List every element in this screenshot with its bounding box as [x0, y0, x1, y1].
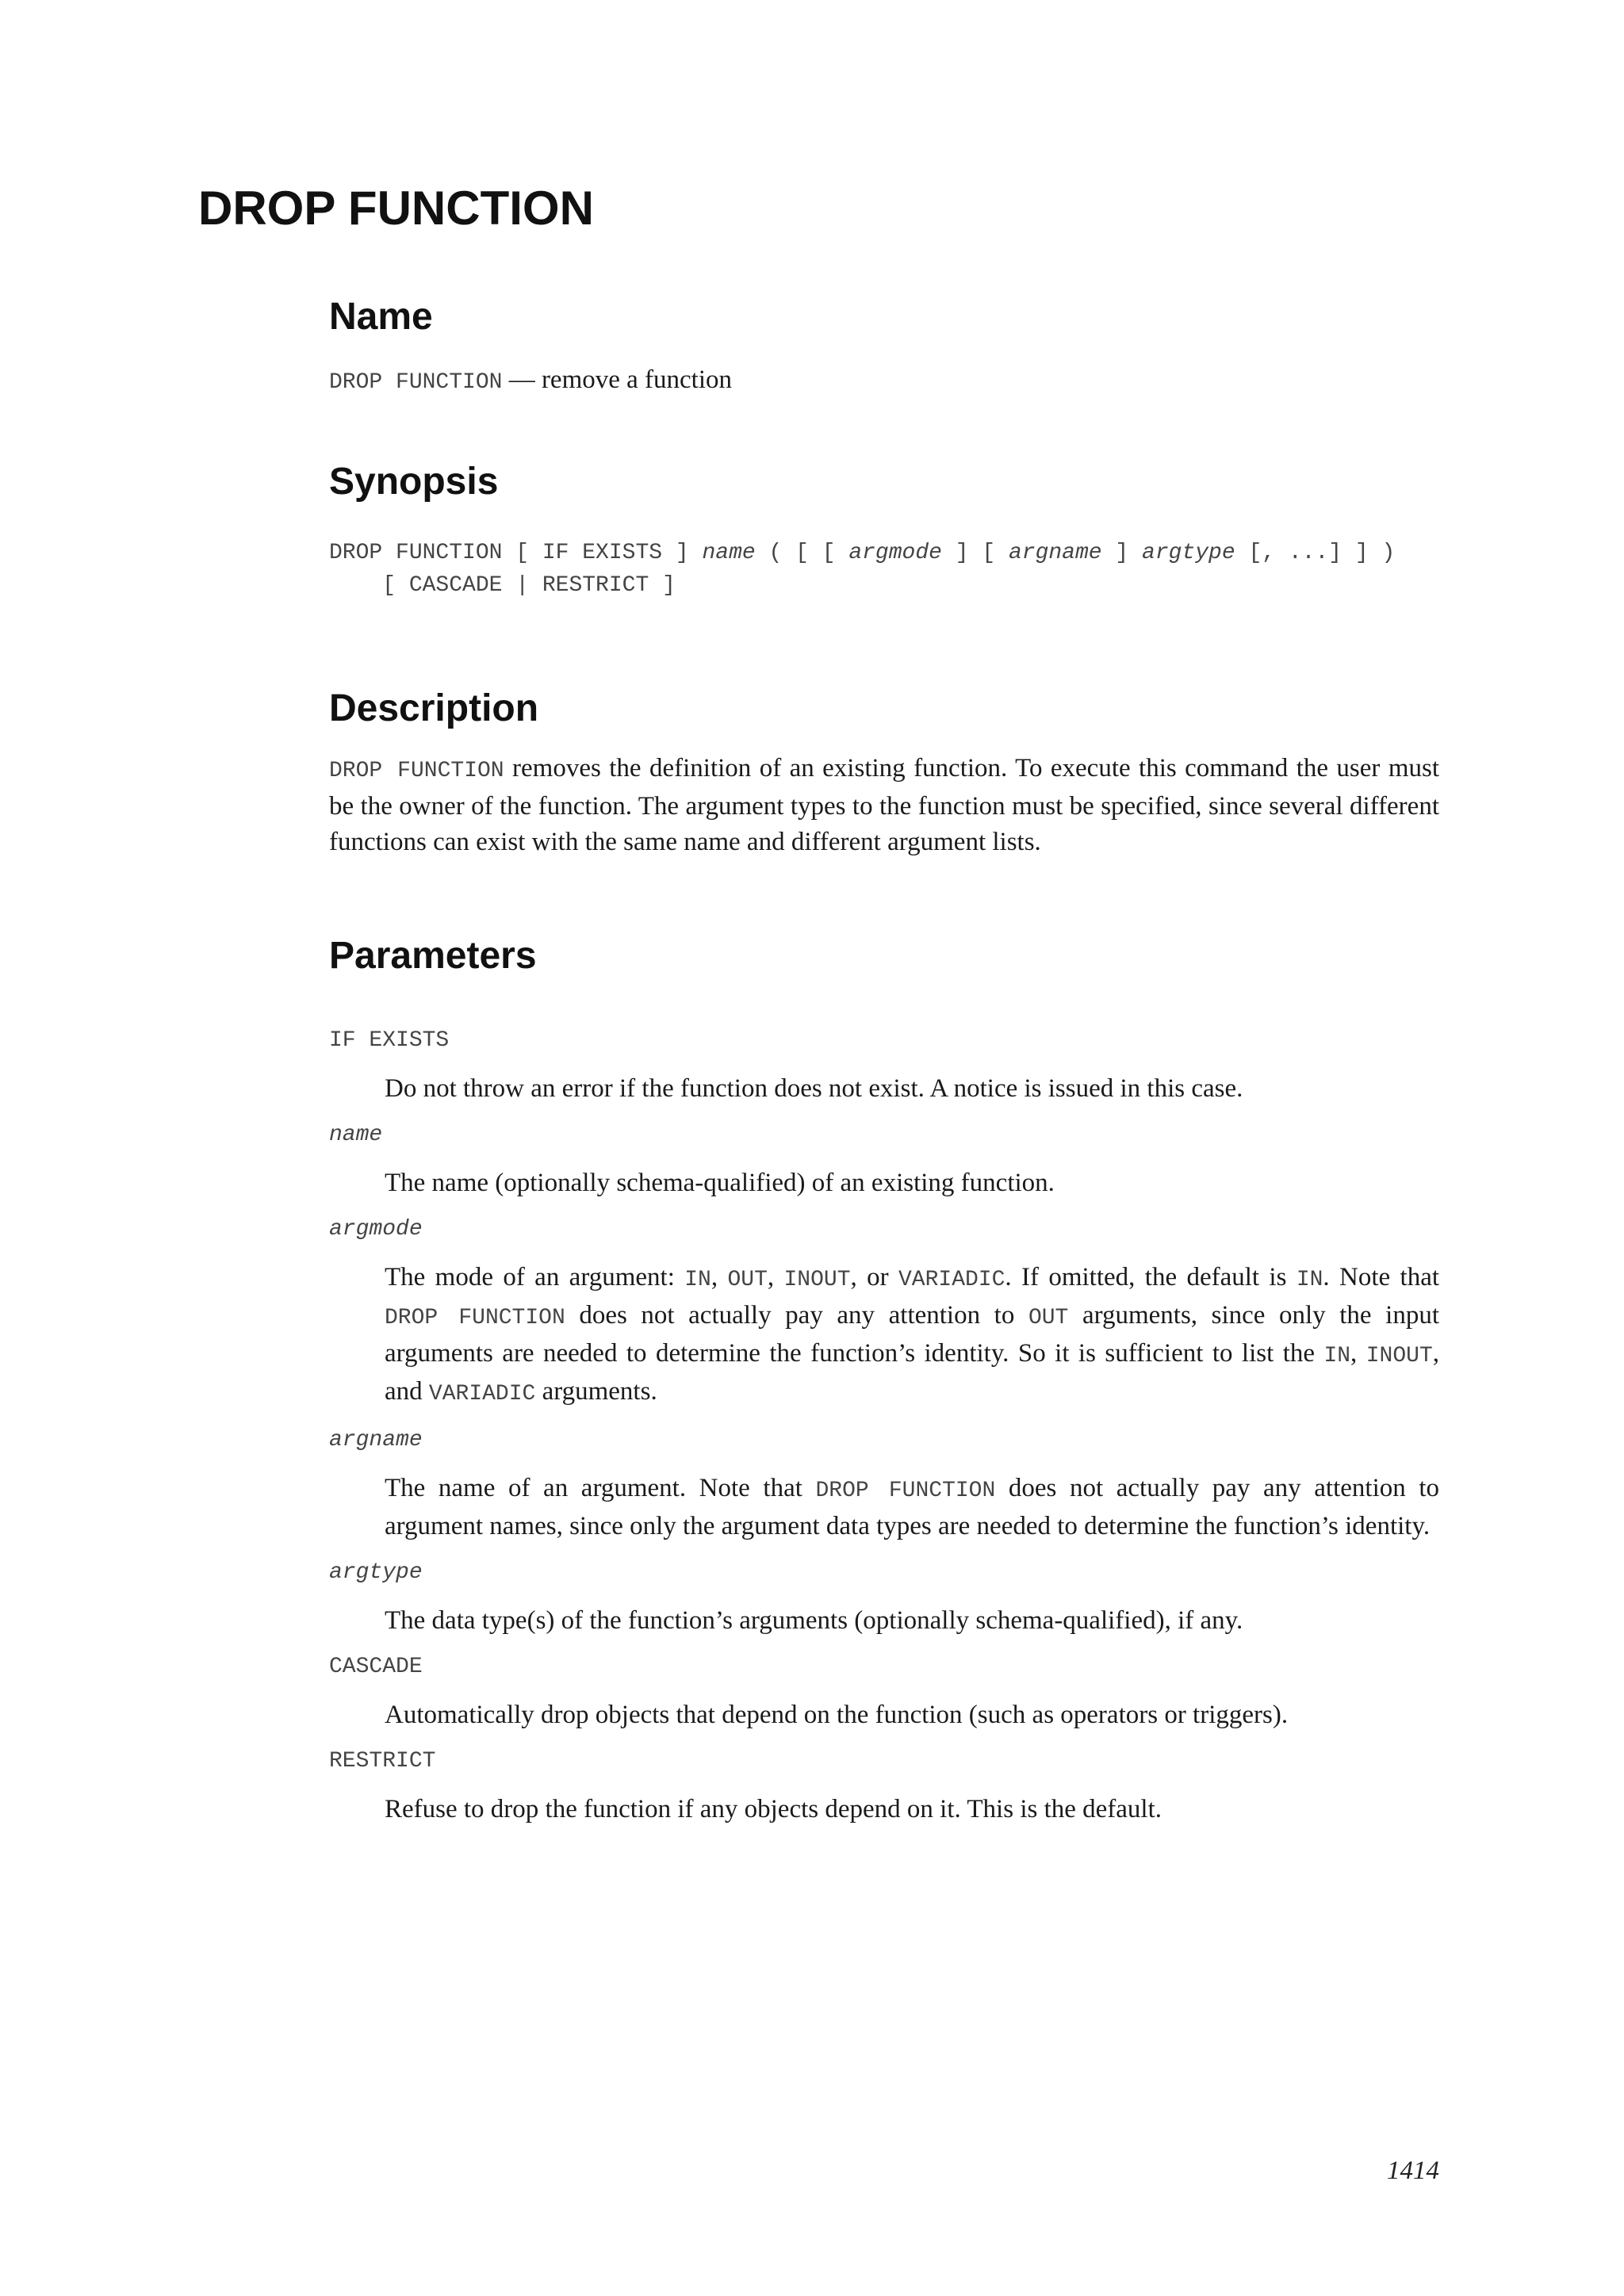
param-def-name: The name (optionally schema-qualified) of an existing function. — [385, 1169, 1055, 1197]
synopsis-text: DROP FUNCTION [ IF EXISTS ] — [329, 541, 703, 565]
param-def-argtype: The data type(s) of the function’s arguments (optionally schema-qualified), if any. — [385, 1606, 1243, 1635]
param-text: , — [710, 1263, 728, 1292]
param-def-argname — [385, 1471, 1439, 1544]
synopsis-code — [329, 537, 1439, 602]
param-text: The name of an argument. Note that — [385, 1474, 816, 1502]
name-heading: Name — [329, 296, 433, 338]
param-text: . If omitted, the default is — [1005, 1263, 1297, 1292]
param-code: VARIADIC — [898, 1268, 1005, 1292]
param-def-argmode — [385, 1260, 1439, 1412]
synopsis-placeholder-argtype: argtype — [1142, 541, 1235, 565]
description-section — [329, 687, 1439, 860]
param-code: DROP FUNCTION — [385, 1306, 565, 1330]
param-term-argtype: argtype — [329, 1560, 423, 1585]
param-text: does not actually pay any attention to — [565, 1301, 1028, 1330]
param-text: does not actually pay any attention to argument names, since only the argument data types are needed to determine the function’s identity. — [385, 1474, 1440, 1540]
description-paragraph — [329, 751, 1439, 860]
param-text: arguments, since only the input arguments are needed to determine the function’s identity. So it is sufficient to list the — [385, 1301, 1439, 1368]
param-text: arguments. — [535, 1377, 657, 1406]
synopsis-text: ] [ — [941, 541, 1009, 565]
synopsis-text: [, ...] ] ) — [1235, 541, 1396, 565]
synopsis-text: ( [ [ — [755, 541, 849, 565]
page-title: DROP FUNCTION — [198, 182, 594, 235]
param-code: DROP FUNCTION — [815, 1479, 996, 1503]
param-text: . Note that — [1323, 1263, 1440, 1292]
param-text: , — [767, 1263, 784, 1292]
parameters-section — [329, 934, 1439, 1840]
synopsis-placeholder-argname: argname — [1008, 541, 1102, 565]
param-term-argname: argname — [329, 1428, 423, 1452]
param-term-if-exists: IF EXISTS — [329, 1028, 450, 1053]
name-section — [329, 295, 1439, 400]
param-code: INOUT — [1365, 1344, 1433, 1368]
description-command: DROP FUNCTION — [329, 759, 504, 783]
param-term-name: name — [329, 1123, 383, 1147]
synopsis-placeholder-argmode: argmode — [848, 541, 942, 565]
synopsis-text: ] — [1101, 541, 1143, 565]
param-def-cascade: Automatically drop objects that depend on the function (such as operators or triggers). — [385, 1701, 1289, 1729]
name-line — [329, 362, 1439, 400]
param-def-if-exists: Do not throw an error if the function does not exist. A notice is issued in this case. — [385, 1074, 1243, 1103]
param-code: IN — [1296, 1268, 1323, 1292]
description-heading: Description — [329, 687, 539, 729]
synopsis-placeholder-name: name — [702, 541, 756, 565]
synopsis-section — [329, 460, 1439, 602]
param-term-restrict: RESTRICT — [329, 1749, 436, 1774]
synopsis-heading: Synopsis — [329, 461, 499, 503]
param-code: INOUT — [783, 1268, 851, 1292]
param-term-cascade: CASCADE — [329, 1655, 423, 1679]
param-code: VARIADIC — [428, 1382, 536, 1406]
param-text: The mode of an argument: — [385, 1263, 685, 1292]
name-summary: — remove a function — [502, 365, 733, 394]
description-text: removes the definition of an existing function. To execute this command the user must be the owner of the function. The argument types to the function must be specified, since several different functions can exist with the same name and different argument lists. — [329, 754, 1439, 856]
param-text: , or — [850, 1263, 898, 1292]
param-term-argmode: argmode — [329, 1217, 423, 1242]
synopsis-line-2: [ CASCADE | RESTRICT ] — [329, 573, 676, 598]
param-text: , — [1350, 1339, 1366, 1368]
parameters-heading: Parameters — [329, 935, 537, 977]
param-code: OUT — [727, 1268, 768, 1292]
param-text: , and — [385, 1339, 1439, 1406]
name-command: DROP FUNCTION — [329, 370, 503, 395]
param-code: OUT — [1028, 1306, 1069, 1330]
synopsis-line-1 — [329, 537, 1439, 569]
page-number: 1414 — [1387, 2156, 1439, 2185]
param-code: IN — [1323, 1344, 1351, 1368]
param-def-restrict: Refuse to drop the function if any objects depend on it. This is the default. — [385, 1795, 1162, 1823]
param-code: IN — [684, 1268, 711, 1292]
parameter-list — [329, 1025, 1439, 1827]
